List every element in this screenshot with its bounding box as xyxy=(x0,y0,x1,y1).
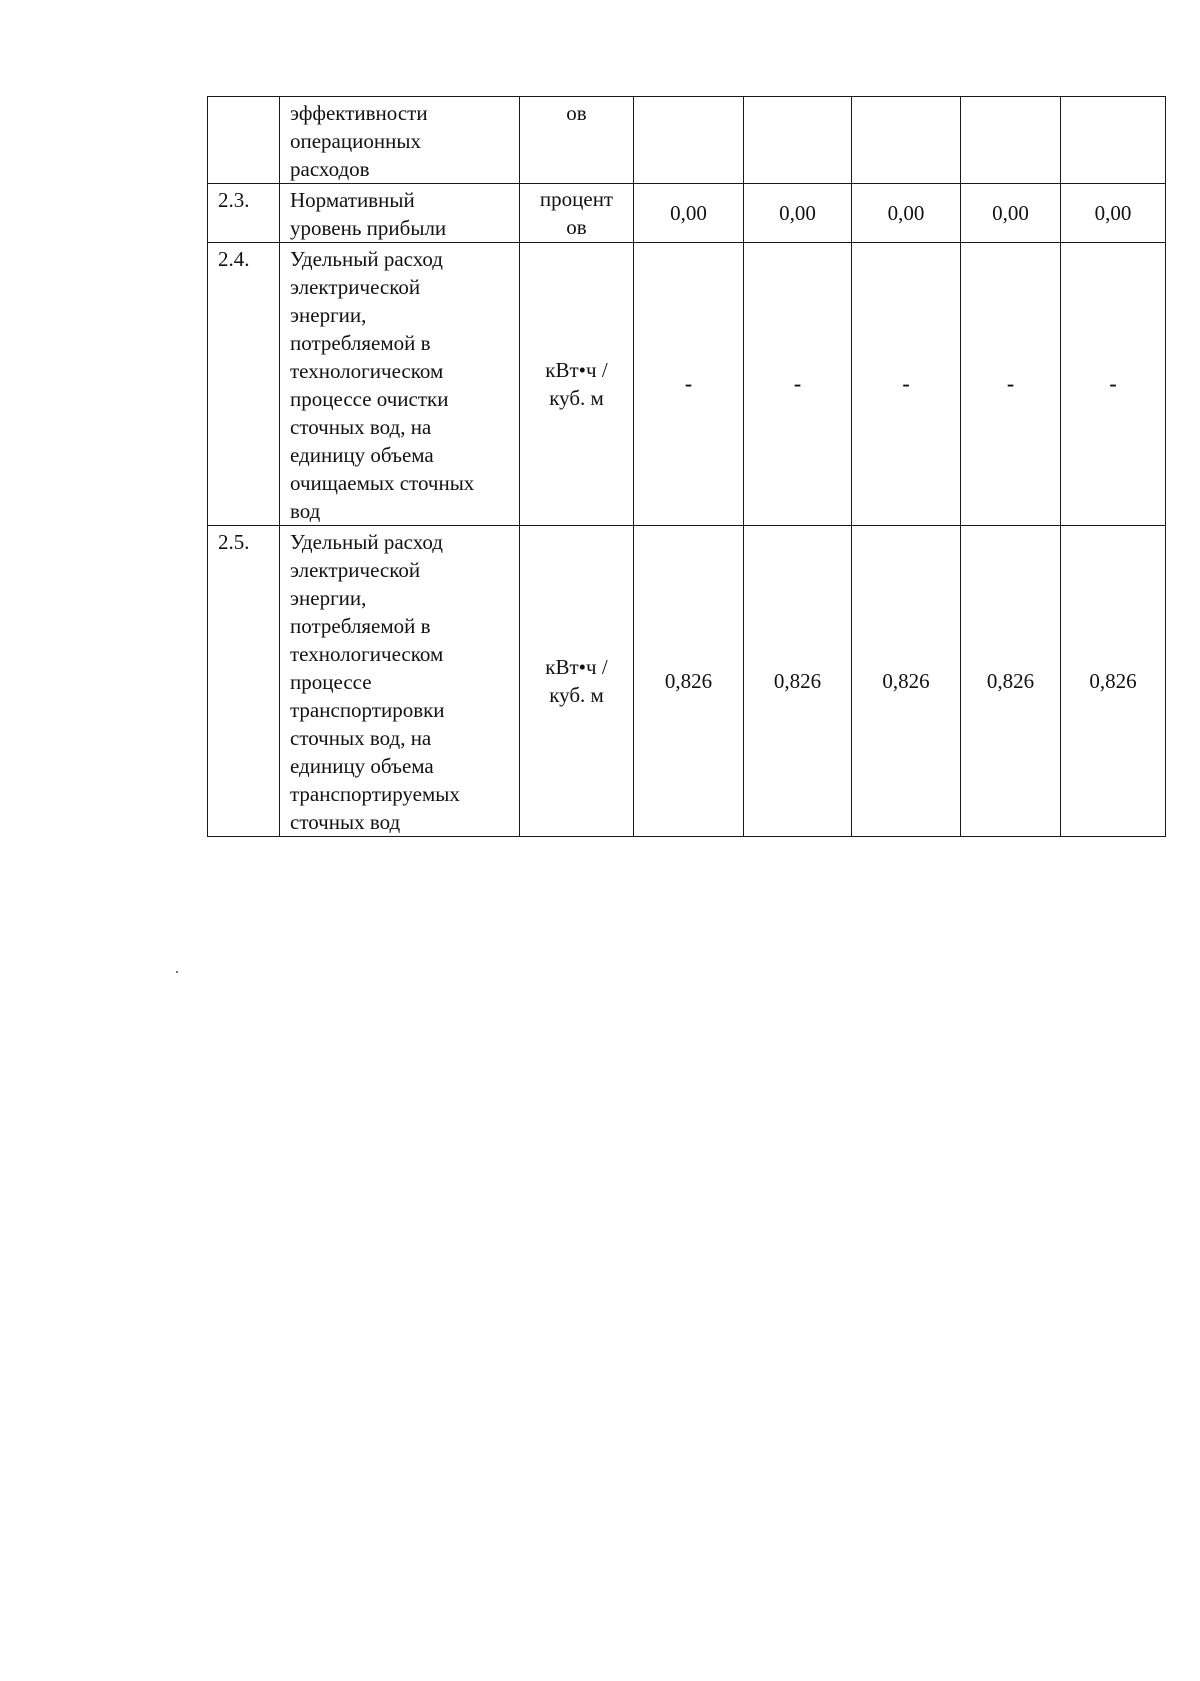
indicator-name-line: уровень прибыли xyxy=(290,216,447,240)
value-cell xyxy=(852,97,961,184)
indicator-name-line: процессе очистки xyxy=(290,387,449,411)
indicator-name-line: потребляемой в xyxy=(290,614,431,638)
indicator-name-line: очищаемых сточных xyxy=(290,471,475,495)
indicator-name-line: эффективности xyxy=(290,101,428,125)
row-number: 2.4. xyxy=(208,243,280,526)
indicator-name-line: технологическом xyxy=(290,359,444,383)
indicator-name-line: расходов xyxy=(290,157,370,181)
value-cell xyxy=(744,243,852,526)
indicator-name-line: операционных xyxy=(290,129,421,153)
indicators-table xyxy=(207,96,1166,837)
value-cell: 0,826 xyxy=(961,526,1061,837)
unit-line: процент xyxy=(539,187,614,211)
value-cell xyxy=(1061,243,1166,526)
unit-line: ов xyxy=(566,101,587,125)
table-row xyxy=(208,184,1166,243)
indicator-name-line: транспортируемых xyxy=(290,782,460,806)
value-cell: 0,00 xyxy=(961,184,1061,243)
indicator-name-line: единицу объема xyxy=(290,754,434,778)
value-cell: 0,826 xyxy=(852,526,961,837)
dash-value: - xyxy=(902,371,910,396)
unit-line: куб. м xyxy=(549,386,604,410)
dash-value: - xyxy=(1006,371,1015,396)
indicator-name-line: Нормативный xyxy=(290,188,415,212)
value-cell xyxy=(852,243,961,526)
table-row xyxy=(208,243,1166,526)
unit-cell xyxy=(520,184,634,243)
value-cell xyxy=(961,97,1061,184)
indicator-name-line: Удельный расход xyxy=(290,247,443,271)
unit-cell xyxy=(520,97,634,184)
unit-line: ов xyxy=(566,215,587,239)
indicator-name-line: процессе xyxy=(290,670,372,694)
value-cell: 0,826 xyxy=(744,526,852,837)
unit-cell xyxy=(520,526,634,837)
dash-value: - xyxy=(1109,371,1117,396)
unit-line: кВт•ч / xyxy=(545,358,608,382)
indicator-name-line: единицу объема xyxy=(290,443,434,467)
value-cell: 0,00 xyxy=(1061,184,1166,243)
dash-value: - xyxy=(793,371,802,396)
value-cell: 0,826 xyxy=(1061,526,1166,837)
indicator-name-line: транспортировки xyxy=(290,698,445,722)
indicator-name-line: сточных вод, на xyxy=(290,726,432,750)
indicator-name-line: Удельный расход xyxy=(290,530,443,554)
indicator-name-line: технологическом xyxy=(290,642,444,666)
value-cell xyxy=(634,243,744,526)
value-cell: 0,00 xyxy=(852,184,961,243)
indicator-name-line: энергии, xyxy=(290,586,367,610)
row-number: 2.3. xyxy=(208,184,280,243)
unit-line: куб. м xyxy=(549,683,604,707)
row-number: 2.5. xyxy=(208,526,280,837)
indicator-name xyxy=(280,243,520,526)
indicator-name-line: вод xyxy=(290,499,321,523)
indicator-name-line: сточных вод, на xyxy=(290,415,432,439)
table-row xyxy=(208,526,1166,837)
indicator-name-line: электрической xyxy=(290,558,421,582)
value-cell xyxy=(744,97,852,184)
unit-cell xyxy=(520,243,634,526)
value-cell xyxy=(1061,97,1166,184)
indicator-name-line: энергии, xyxy=(290,303,367,327)
indicator-name xyxy=(280,184,520,243)
indicator-name-line: электрической xyxy=(290,275,421,299)
value-cell xyxy=(634,97,744,184)
indicator-name-line: потребляемой в xyxy=(290,331,431,355)
scan-speck xyxy=(176,971,178,973)
value-cell: 0,00 xyxy=(744,184,852,243)
indicator-name xyxy=(280,526,520,837)
row-number xyxy=(208,97,280,184)
value-cell xyxy=(961,243,1061,526)
indicator-name-line: сточных вод xyxy=(290,810,401,834)
value-cell: 0,826 xyxy=(634,526,744,837)
indicator-name xyxy=(280,97,520,184)
table-row xyxy=(208,97,1166,184)
unit-line: кВт•ч / xyxy=(545,655,608,679)
value-cell: 0,00 xyxy=(634,184,744,243)
dash-value: - xyxy=(684,371,693,396)
